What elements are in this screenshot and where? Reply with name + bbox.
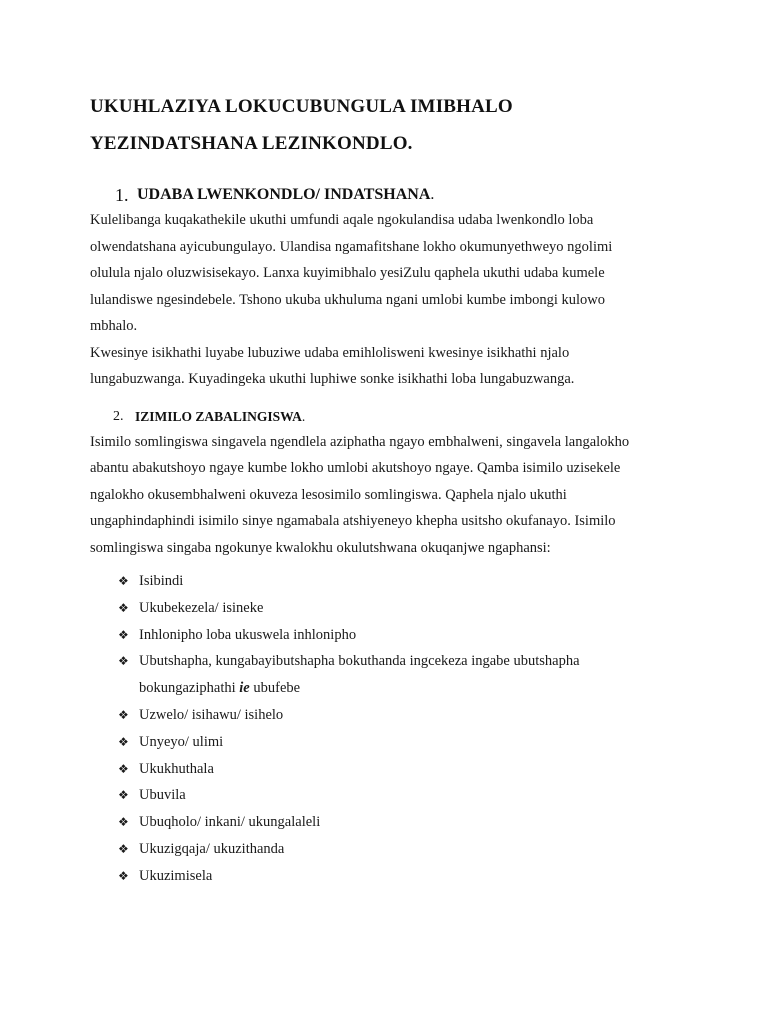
paragraph-line: mbhalo. xyxy=(90,318,138,334)
list-item-text: Ukubekezela/ isineke xyxy=(139,599,264,616)
continuation-text: ubufebe xyxy=(249,680,301,697)
section-2-paragraph xyxy=(90,429,690,562)
list-item-text: Ukukhuthala xyxy=(139,760,214,777)
list-item xyxy=(118,782,690,809)
diamond-bullet-icon: ❖ xyxy=(118,868,129,883)
paragraph-line: ungaphindaphindi isimilo sinye ngamabala atshiyeneyo khepha usitsho okufanayo. Isimilo xyxy=(90,513,616,529)
list-item xyxy=(118,702,690,729)
section-2-heading-text: IZIMILO ZABALINGISWA xyxy=(135,408,302,424)
list-item xyxy=(118,648,690,702)
emphasis-text: ie xyxy=(239,680,250,697)
character-traits-list xyxy=(90,568,690,890)
paragraph-line: abantu abakutshoyo ngaye kumbe lokho umlobi akutshoyo ngaye. Qamba isimilo uzisekele xyxy=(90,460,621,476)
list-item xyxy=(118,595,690,622)
list-item-text: Unyeyo/ ulimi xyxy=(139,733,224,750)
list-item xyxy=(118,756,690,783)
section-2-heading-period: . xyxy=(301,408,306,424)
section-2-heading xyxy=(90,405,690,429)
list-item-text: Ukuzimisela xyxy=(139,867,213,884)
paragraph-line: olwendatshana ayicubungulayo. Ulandisa ngamafitshane lokho okumunyethweyo ngolimi xyxy=(90,238,613,255)
section-1-number: 1. xyxy=(115,185,129,205)
list-item-text: Inhlonipho loba ukuswela inhlonipho xyxy=(139,626,357,643)
document-title xyxy=(90,88,690,162)
paragraph-line: ngalokho okusembhalweni okuveza lesosimilo somlingiswa. Qaphela njalo ukuthi xyxy=(90,486,567,503)
diamond-bullet-icon: ❖ xyxy=(118,627,129,642)
list-item-text: Ubuvila xyxy=(139,787,186,804)
section-2-number: 2. xyxy=(113,408,124,424)
document-page xyxy=(90,88,690,890)
list-item xyxy=(118,568,690,595)
list-item xyxy=(118,809,690,836)
list-item xyxy=(118,729,690,756)
list-item-text: Ukuzigqaja/ ukuzithanda xyxy=(139,840,285,857)
section-1-paragraph-1 xyxy=(90,207,690,340)
diamond-bullet-icon: ❖ xyxy=(118,574,129,588)
diamond-bullet-icon: ❖ xyxy=(118,841,129,856)
list-item-text: Isibindi xyxy=(139,573,184,589)
paragraph-line: lungabuzwanga. Kuyadingeka ukuthi luphiwe sonke isikhathi loba lungabuzwanga. xyxy=(90,371,575,387)
section-1-heading-period: . xyxy=(430,186,435,203)
list-item xyxy=(118,863,690,890)
document-title-line-1: UKUHLAZIYA LOKUCUBUNGULA IMIBHALO xyxy=(90,96,513,117)
continuation-text: bokungaziphathi xyxy=(139,680,240,697)
diamond-bullet-icon: ❖ xyxy=(118,761,129,776)
list-item-text: Uzwelo/ isihawu/ isihelo xyxy=(139,706,284,723)
list-item-text: Ubuqholo/ inkani/ ukungalaleli xyxy=(139,814,321,831)
diamond-bullet-icon: ❖ xyxy=(118,788,129,803)
list-item xyxy=(118,836,690,863)
section-1-paragraph-2 xyxy=(90,340,690,393)
document-title-line-2: YEZINDATSHANA LEZINKONDLO. xyxy=(90,133,413,154)
paragraph-line: Kwesinye isikhathi luyabe lubuziwe udaba emihlolisweni kwesinye isikhathi njalo xyxy=(90,344,570,361)
section-1-heading-text: UDABA LWENKONDLO/ INDATSHANA xyxy=(137,186,431,203)
list-item xyxy=(118,622,690,649)
list-item-text: Ubutshapha, kungabayibutshapha bokuthanda ingcekeza ingabe ubutshapha xyxy=(139,653,580,670)
diamond-bullet-icon: ❖ xyxy=(118,815,129,830)
diamond-bullet-icon: ❖ xyxy=(118,707,129,722)
diamond-bullet-icon: ❖ xyxy=(118,734,129,749)
diamond-bullet-icon: ❖ xyxy=(118,600,129,615)
paragraph-line: lulandiswe ngesindebele. Tshono ukuba ukhuluma ngani umlobi kumbe imbongi kulowo xyxy=(90,291,606,308)
list-item-continuation xyxy=(139,680,300,696)
paragraph-line: Kulelibanga kuqakathekile ukuthi umfundi aqale ngokulandisa udaba lwenkondlo loba xyxy=(90,212,594,228)
paragraph-line: olulula njalo oluzwisisekayo. Lanxa kuyimibhalo yesiZulu qaphela ukuthi udaba kumele xyxy=(90,265,605,281)
paragraph-line: somlingiswa singaba ngokunye kwalokhu okulutshwana okuqanjwe ngaphansi: xyxy=(90,539,551,556)
section-1-heading xyxy=(90,183,690,207)
diamond-bullet-icon: ❖ xyxy=(118,654,129,669)
paragraph-line: Isimilo somlingiswa singavela ngendlela aziphatha ngayo embhalweni, singavela langalokho xyxy=(90,433,630,450)
